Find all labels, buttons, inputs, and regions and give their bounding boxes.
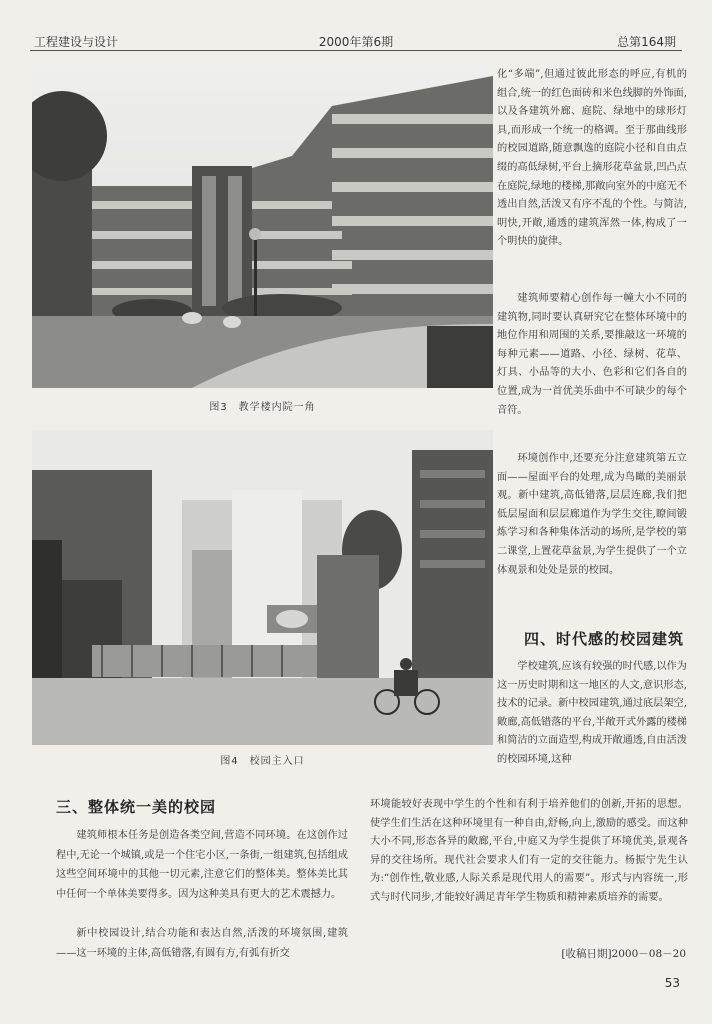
right-column-paragraph-4: 学校建筑,应该有较强的时代感,以作为这一历史时期和这一地区的人文,意识形态,技术的记录。新中校园建筑,通过底层架空,敞廊,高低错落的平台,半敞开式外露的楼梯和简洁的立面造型,构成开敞通透,自由活泼的校园环境,这种 (497, 661, 687, 765)
page-number: 53 (664, 976, 680, 990)
right-column-paragraph-2: 建筑师要精心创作每一幢大小不同的建筑物,同时要认真研究它在整体环境中的地位作用和周围的关系,要推敲这一环境的每种元素——道路、小径、绿树、花草、灯具、小品等的大小、色彩和它们各自的位置,成为一首优美乐曲中不可缺少的每个音符。 (497, 293, 687, 416)
section3-title: 三、整体统一美的校园 (56, 798, 217, 816)
section3-paragraph-1: 建筑师根本任务是创造各类空间,营造不同环境。在这创作过程中,无论一个城镇,或是一个住宅小区,一条街,一组建筑,包括组成这些空间环境中的其他一切元素,注意它们的整体美。整体美比其中任何一个单体美要得多。因为这种美具有更大的艺术震撼力。 (56, 830, 348, 900)
figure4-photo (32, 430, 493, 745)
serial-number: 总第164期 (617, 35, 676, 49)
right-column-paragraph-1: 化“多端”,但通过彼此形态的呼应,有机的组合,统一的红色面砖和米色线脚的外饰面,以及各建筑外廊、庭院、绿地中的球形灯具,而形成一个统一的格调。至于那曲线形的校园道路,随意飘逸的庭院小径和自由点缀的高低绿树,平台上摘形花草盆景,凹凸点在庭院,绿地的楼梯,那敞向室外的中庭无不透出自然,活泼又有序不乱的个性。与简洁,明快,开敞,通透的建筑浑然一体,构成了一个明快的旋律。 (497, 69, 687, 248)
right-column-paragraph-3: 环境创作中,还要充分注意建筑第五立面——屋面平台的处理,成为鸟瞰的美丽景观。新中建筑,高低错落,层层连廊,我们把低层屋面和层层廊道作为学生交往,瞭间锻炼学习和各种集体活动的场所,是学校的第二课堂,上置花草盆景,为学生提供了一个立体观景和处处是景的校园。 (497, 453, 687, 576)
figure3-photo (32, 66, 493, 388)
journal-name: 工程建设与设计 (34, 35, 119, 49)
wide-paragraph: 环境能较好表现中学生的个性和有利于培养他们的创新,开拓的思想。使学生们生活在这种环境里有一种自由,舒畅,向上,激励的感受。而这种大小不同,形态各异的敞廊,平台,中庭又为学生提供了环境优美,景观各异的交往场所。现代社会要求人们有一定的交往能力。杨振宁先生认为:“创作性,敬业感,人际关系是现代用人的需要”。形式与内容统一,形式与时代同步,才能较好满足青年学生物质和精神素质培养的需要。 (370, 799, 688, 903)
figure4-caption: 图4 校园主入口 (220, 756, 305, 767)
section3-paragraph-2: 新中校园设计,结合功能和表达自然,活泼的环境氛围,建筑——这一环境的主体,高低错落,有圆有方,有弧有折交 (56, 928, 348, 959)
issue-number: 2000年第6期 (318, 35, 394, 49)
received-date: [收稿日期]2000－08－20 (561, 948, 686, 960)
section4-title: 四、时代感的校园建筑 (524, 630, 685, 648)
figure3-caption: 图3 教学楼内院一角 (209, 402, 316, 413)
running-header (30, 28, 682, 51)
